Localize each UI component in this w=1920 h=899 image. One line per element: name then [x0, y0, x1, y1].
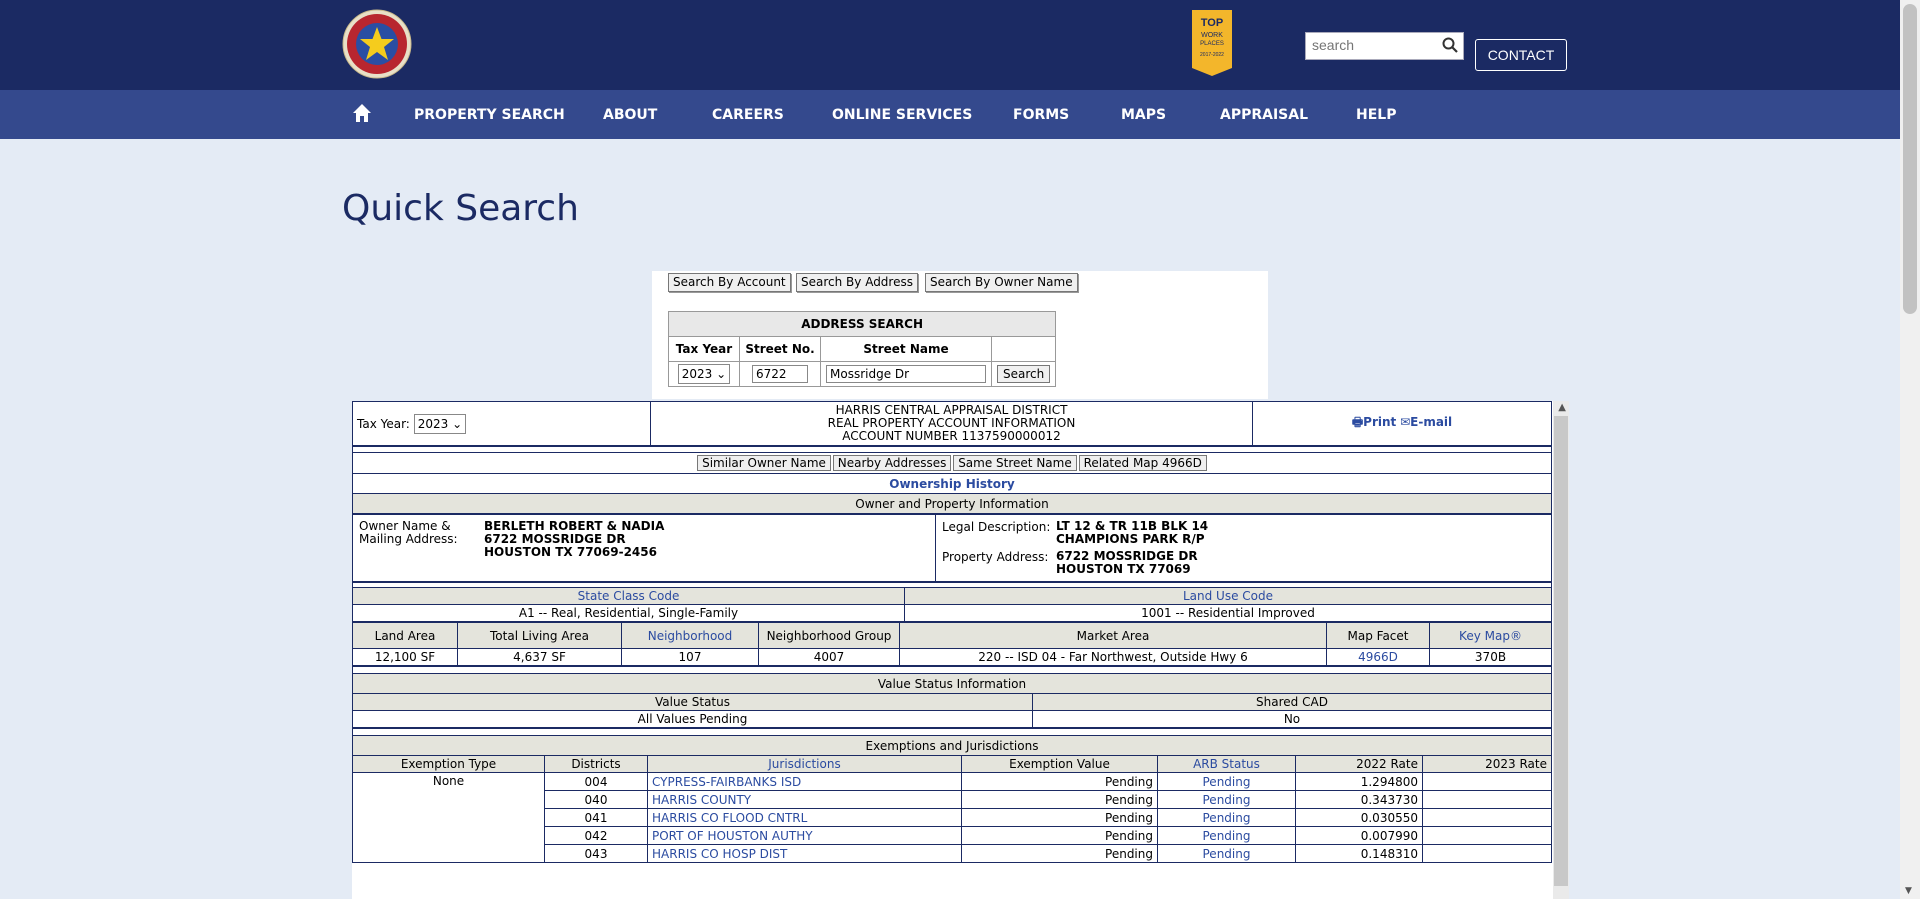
street-no-header: Street No.	[740, 337, 821, 362]
envelope-icon: ✉	[1400, 415, 1411, 429]
jurisdiction-link[interactable]: CYPRESS-FAIRBANKS ISD	[648, 773, 962, 791]
badge-line-4: 2017-2022	[1200, 52, 1224, 58]
neighborhood-group-value: 4007	[759, 649, 900, 666]
nav-help[interactable]: HELP	[1356, 107, 1397, 123]
mailing-address-line-1: 6722 MOSSRIDGE DR	[484, 532, 626, 546]
nearby-addresses-button[interactable]: Nearby Addresses	[833, 455, 952, 471]
rate-2022: 0.030550	[1296, 809, 1423, 827]
map-facet-link[interactable]: 4966D	[1327, 649, 1430, 666]
printer-icon: 🖶	[1351, 415, 1364, 429]
top-header	[0, 0, 1900, 90]
exemption-value: Pending	[962, 791, 1158, 809]
site-search-input[interactable]	[1306, 33, 1446, 57]
land-area-header: Land Area	[353, 623, 458, 649]
same-street-name-button[interactable]: Same Street Name	[953, 455, 1077, 471]
address-search-table	[668, 311, 1056, 387]
owner-property-table	[352, 514, 1552, 582]
search-icon[interactable]	[1441, 36, 1459, 54]
nav-property-search[interactable]: PROPERTY SEARCH	[414, 107, 565, 123]
search-by-account-button[interactable]: Search By Account	[668, 273, 791, 292]
land-area-value: 12,100 SF	[353, 649, 458, 666]
legal-description-line-1: LT 12 & TR 11B BLK 14	[1056, 519, 1209, 533]
rate-2023	[1423, 809, 1552, 827]
site-search	[1305, 32, 1464, 60]
address-search-title: ADDRESS SEARCH	[669, 312, 1056, 337]
legal-description-label: Legal Description:	[942, 520, 1051, 534]
property-address-line-1: 6722 MOSSRIDGE DR	[1056, 549, 1198, 563]
rate-2022: 0.343730	[1296, 791, 1423, 809]
arb-status-link[interactable]: Pending	[1158, 809, 1296, 827]
rate-2023-header: 2023 Rate	[1423, 756, 1552, 773]
map-facet-header: Map Facet	[1327, 623, 1430, 649]
jurisdiction-link[interactable]: HARRIS CO HOSP DIST	[648, 845, 962, 863]
street-no-input[interactable]	[752, 365, 808, 383]
table-row	[353, 773, 1552, 791]
street-name-header: Street Name	[821, 337, 992, 362]
jurisdictions-header-link[interactable]: Jurisdictions	[648, 756, 962, 773]
mailing-address-line-2: HOUSTON TX 77069-2456	[484, 545, 657, 559]
print-label: Print	[1363, 415, 1397, 429]
value-status-value: All Values Pending	[353, 711, 1033, 728]
rate-2022-header: 2022 Rate	[1296, 756, 1423, 773]
account-info-title: REAL PROPERTY ACCOUNT INFORMATION	[827, 416, 1076, 430]
district-code: 042	[545, 827, 648, 845]
arb-status-link[interactable]: Pending	[1158, 827, 1296, 845]
district-code: 040	[545, 791, 648, 809]
tax-year-select-value: 2023	[681, 367, 713, 381]
land-use-code-link[interactable]: Land Use Code	[905, 588, 1552, 605]
property-address-label: Property Address:	[942, 550, 1049, 564]
class-code-table	[352, 582, 1552, 622]
rate-2023	[1423, 773, 1552, 791]
exemption-type-header: Exemption Type	[353, 756, 545, 773]
ownership-history-link[interactable]: Ownership History	[353, 474, 1552, 494]
value-status-table	[352, 666, 1552, 728]
owner-label-line-2: Mailing Address:	[359, 532, 458, 546]
arb-status-link[interactable]: Pending	[1158, 773, 1296, 791]
district-name: HARRIS CENTRAL APPRAISAL DISTRICT	[835, 403, 1068, 417]
district-code: 004	[545, 773, 648, 791]
scroll-down-arrow-icon[interactable]: ▼	[1905, 886, 1912, 896]
account-tax-year-value: 2023	[417, 416, 449, 431]
nav-appraisal[interactable]: APPRAISAL	[1220, 107, 1309, 123]
rate-2022: 1.294800	[1296, 773, 1423, 791]
tax-year-select[interactable]	[678, 364, 730, 384]
nav-maps[interactable]: MAPS	[1121, 107, 1167, 123]
exemptions-table	[352, 728, 1552, 863]
property-detail-table	[352, 622, 1552, 666]
account-detail-content	[352, 401, 1552, 863]
arb-status-header-link[interactable]: ARB Status	[1158, 756, 1296, 773]
scroll-up-arrow-icon[interactable]: ▲	[1558, 402, 1566, 413]
badge-line-1: TOP	[1200, 17, 1224, 29]
page-title: Quick Search	[342, 188, 579, 229]
top-workplaces-badge	[1192, 10, 1232, 80]
related-map-button[interactable]: Related Map 4966D	[1079, 455, 1207, 471]
rate-2022: 0.148310	[1296, 845, 1423, 863]
badge-line-3: PLACES	[1200, 41, 1224, 47]
value-status-header: Value Status	[353, 694, 1033, 711]
exemptions-title: Exemptions and Jurisdictions	[353, 736, 1552, 756]
neighborhood-group-header: Neighborhood Group	[759, 623, 900, 649]
hcad-seal-logo[interactable]	[342, 9, 412, 79]
market-area-header: Market Area	[900, 623, 1327, 649]
rate-2023	[1423, 827, 1552, 845]
search-col-header	[992, 337, 1056, 362]
page-scrollbar-thumb[interactable]	[1903, 4, 1917, 314]
account-heading-table	[352, 401, 1552, 446]
arb-status-link[interactable]: Pending	[1158, 845, 1296, 863]
tax-year-header: Tax Year	[669, 337, 740, 362]
shared-cad-header: Shared CAD	[1033, 694, 1552, 711]
email-link[interactable]	[1400, 415, 1452, 429]
legal-description-line-2: CHAMPIONS PARK R/P	[1056, 532, 1205, 546]
districts-header: Districts	[545, 756, 648, 773]
nav-careers[interactable]: CAREERS	[712, 107, 784, 123]
nav-online-services[interactable]: ONLINE SERVICES	[832, 107, 973, 123]
account-tax-year-select[interactable]	[414, 414, 466, 434]
exemption-value: Pending	[962, 845, 1158, 863]
exemption-value: Pending	[962, 827, 1158, 845]
key-map-value: 370B	[1430, 649, 1552, 666]
arb-status-link[interactable]: Pending	[1158, 791, 1296, 809]
owner-name: BERLETH ROBERT & NADIA	[484, 519, 665, 533]
home-icon[interactable]	[352, 103, 372, 123]
contact-button[interactable]: CONTACT	[1475, 39, 1567, 71]
nav-about[interactable]: ABOUT	[603, 107, 658, 123]
living-area-header: Total Living Area	[458, 623, 622, 649]
account-detail-frame	[352, 401, 1569, 899]
address-search-panel	[652, 271, 1268, 399]
chevron-down-icon: ⌄	[716, 367, 727, 381]
search-by-address-button[interactable]: Search By Address	[796, 273, 918, 292]
shared-cad-value: No	[1033, 711, 1552, 728]
neighborhood-value: 107	[622, 649, 759, 666]
rate-2023	[1423, 845, 1552, 863]
owner-section-title: Owner and Property Information	[353, 494, 1552, 514]
address-search-button[interactable]: Search	[997, 365, 1050, 383]
land-use-value: 1001 -- Residential Improved	[905, 605, 1552, 622]
jurisdiction-link[interactable]: PORT OF HOUSTON AUTHY	[648, 827, 962, 845]
value-status-title: Value Status Information	[353, 674, 1552, 694]
key-map-header-link[interactable]: Key Map®	[1430, 623, 1552, 649]
neighborhood-header-link[interactable]: Neighborhood	[622, 623, 759, 649]
rate-2022: 0.007990	[1296, 827, 1423, 845]
exemption-type-value: None	[353, 773, 545, 863]
rate-2023	[1423, 791, 1552, 809]
exemption-value-header: Exemption Value	[962, 756, 1158, 773]
property-address-line-2: HOUSTON TX 77069	[1056, 562, 1191, 576]
badge-line-2: WORK	[1201, 32, 1223, 39]
chevron-down-icon: ⌄	[452, 416, 463, 431]
state-class-code-link[interactable]: State Class Code	[353, 588, 905, 605]
living-area-value: 4,637 SF	[458, 649, 622, 666]
state-class-value: A1 -- Real, Residential, Single-Family	[353, 605, 905, 622]
market-area-value: 220 -- ISD 04 - Far Northwest, Outside Hwy 6	[900, 649, 1327, 666]
search-by-owner-name-button[interactable]: Search By Owner Name	[925, 273, 1078, 292]
exemption-value: Pending	[962, 773, 1158, 791]
related-links-table	[352, 446, 1552, 514]
exemption-value: Pending	[962, 809, 1158, 827]
main-nav	[0, 90, 1900, 139]
jurisdiction-link[interactable]: HARRIS CO FLOOD CNTRL	[648, 809, 962, 827]
email-label: E-mail	[1410, 415, 1453, 429]
district-code: 041	[545, 809, 648, 827]
street-name-input[interactable]	[826, 365, 986, 383]
district-code: 043	[545, 845, 648, 863]
nav-forms[interactable]: FORMS	[1013, 107, 1070, 123]
similar-owner-name-button[interactable]: Similar Owner Name	[697, 455, 831, 471]
jurisdiction-link[interactable]: HARRIS COUNTY	[648, 791, 962, 809]
tax-year-label: Tax Year:	[357, 416, 410, 431]
account-number: ACCOUNT NUMBER 1137590000012	[842, 429, 1061, 443]
frame-scrollbar-thumb[interactable]	[1554, 416, 1568, 886]
print-link[interactable]	[1352, 415, 1396, 429]
owner-label-line-1: Owner Name &	[359, 519, 451, 533]
